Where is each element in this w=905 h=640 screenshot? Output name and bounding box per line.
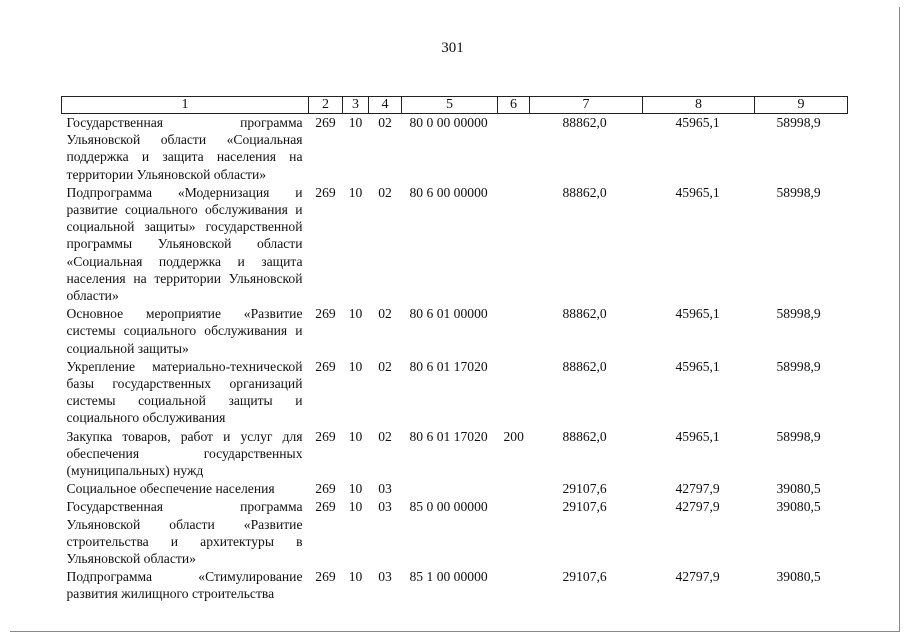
cell-target-article: 80 6 01 00000 [409, 306, 488, 322]
cell-amount-col9: 58998,9 [776, 115, 821, 130]
cell-expense-type [498, 305, 530, 358]
column-header: 6 [498, 97, 530, 114]
cell-amount-col9: 58998,9 [776, 306, 821, 322]
cell-section: 10 [348, 428, 363, 444]
cell-subsection: 02 [378, 306, 392, 322]
item-name: Укрепление материально-технической базы государственных организаций системы социальной защиты и социального обслуживания [66, 358, 303, 426]
cell-expense-type [498, 184, 530, 305]
cell-target-article: 85 0 00 00000 [409, 499, 488, 515]
cell-amount-col9: 39080,5 [776, 499, 821, 515]
cell-target-article: 80 6 01 17020 [409, 358, 488, 374]
column-header: 3 [343, 97, 369, 114]
cell-section: 10 [348, 306, 363, 322]
cell-amount-col8: 42797,9 [675, 569, 720, 585]
cell-amount-col8: 42797,9 [675, 499, 720, 515]
cell-amount-col7: 29107,6 [562, 499, 607, 515]
cell-expense-type [498, 114, 530, 184]
cell-subsection: 02 [378, 358, 392, 374]
cell-ministry-code: 269 [315, 481, 336, 497]
table-row [62, 498, 848, 568]
cell-amount-col9: 58998,9 [776, 184, 821, 200]
cell-target-article: 80 6 01 17020 [409, 428, 488, 444]
table-row [62, 358, 848, 428]
budget-table [61, 96, 848, 604]
cell-amount-col8: 45965,1 [675, 306, 720, 322]
table-row [62, 428, 848, 481]
column-header: 2 [309, 97, 343, 114]
cell-section: 10 [348, 569, 363, 585]
cell-target-article: 80 6 00 00000 [409, 184, 488, 200]
cell-expense-type: 200 [503, 428, 524, 444]
cell-section: 10 [348, 481, 363, 497]
column-header: 8 [643, 97, 755, 114]
cell-amount-col8: 45965,1 [675, 428, 720, 444]
cell-subsection: 03 [378, 499, 392, 515]
cell-expense-type [498, 498, 530, 568]
cell-section: 10 [348, 184, 363, 200]
cell-ministry-code: 269 [315, 306, 336, 322]
item-name: Государственная программа Ульяновской области «Социальная поддержка и защита населения на территории Ульяновской области» [66, 115, 303, 182]
cell-amount-col7: 88862,0 [562, 306, 607, 322]
item-name: Социальное обеспечение населения [66, 481, 275, 497]
item-name: Подпрограмма «Модернизация и развитие социального обслуживания и социальной защиты» государственной программы Ульяновской области «Социальная поддержка и защита населения на территории Ульяновской области» [66, 184, 303, 304]
table-row [62, 568, 848, 603]
column-header: 4 [369, 97, 402, 114]
cell-section: 10 [348, 358, 363, 374]
table-row [62, 480, 848, 498]
header-row [62, 97, 848, 114]
table-row [62, 114, 848, 184]
cell-amount-col8: 42797,9 [675, 481, 720, 497]
cell-ministry-code: 269 [315, 499, 336, 515]
cell-amount-col7: 88862,0 [562, 184, 607, 200]
cell-amount-col8: 45965,1 [675, 184, 720, 200]
cell-ministry-code: 269 [315, 184, 336, 200]
table-row [62, 184, 848, 305]
cell-target-article: 80 0 00 00000 [409, 115, 488, 130]
cell-expense-type [498, 358, 530, 428]
cell-subsection: 03 [378, 569, 392, 585]
page-number: 301 [441, 40, 464, 56]
cell-subsection: 02 [378, 428, 392, 444]
cell-amount-col8: 45965,1 [675, 115, 720, 130]
cell-expense-type [498, 568, 530, 603]
column-header: 1 [62, 97, 309, 114]
cell-subsection: 03 [378, 481, 392, 497]
cell-expense-type [498, 480, 530, 498]
item-name: Закупка товаров, работ и услуг для обеспечения государственных (муниципальных) нужд [66, 428, 303, 479]
cell-amount-col7: 88862,0 [562, 428, 607, 444]
cell-subsection: 02 [378, 184, 392, 200]
cell-ministry-code: 269 [315, 358, 336, 374]
cell-amount-col8: 45965,1 [675, 358, 720, 374]
cell-target-article [402, 480, 498, 498]
cell-ministry-code: 269 [315, 428, 336, 444]
item-name: Подпрограмма «Стимулирование развития жилищного строительства [66, 569, 303, 602]
cell-section: 10 [348, 115, 363, 130]
column-header: 7 [530, 97, 643, 114]
cell-amount-col9: 58998,9 [776, 428, 821, 444]
cell-ministry-code: 269 [315, 115, 336, 130]
cell-amount-col9: 39080,5 [776, 569, 821, 585]
cell-amount-col7: 88862,0 [562, 358, 607, 374]
cell-ministry-code: 269 [315, 569, 336, 585]
table-row [62, 305, 848, 358]
cell-amount-col7: 29107,6 [562, 569, 607, 585]
item-name: Основное мероприятие «Развитие системы социального обслуживания и социальной защиты» [66, 306, 303, 356]
cell-amount-col9: 39080,5 [776, 481, 821, 497]
column-header: 9 [755, 97, 848, 114]
cell-target-article: 85 1 00 00000 [409, 569, 488, 585]
cell-amount-col7: 29107,6 [562, 481, 607, 497]
cell-amount-col9: 58998,9 [776, 358, 821, 374]
cell-section: 10 [348, 499, 363, 515]
cell-amount-col7: 88862,0 [562, 115, 607, 130]
column-header: 5 [402, 97, 498, 114]
cell-subsection: 02 [378, 115, 392, 130]
item-name: Государственная программа Ульяновской области «Развитие строительства и архитектуры в Ульяновской области» [66, 499, 303, 567]
